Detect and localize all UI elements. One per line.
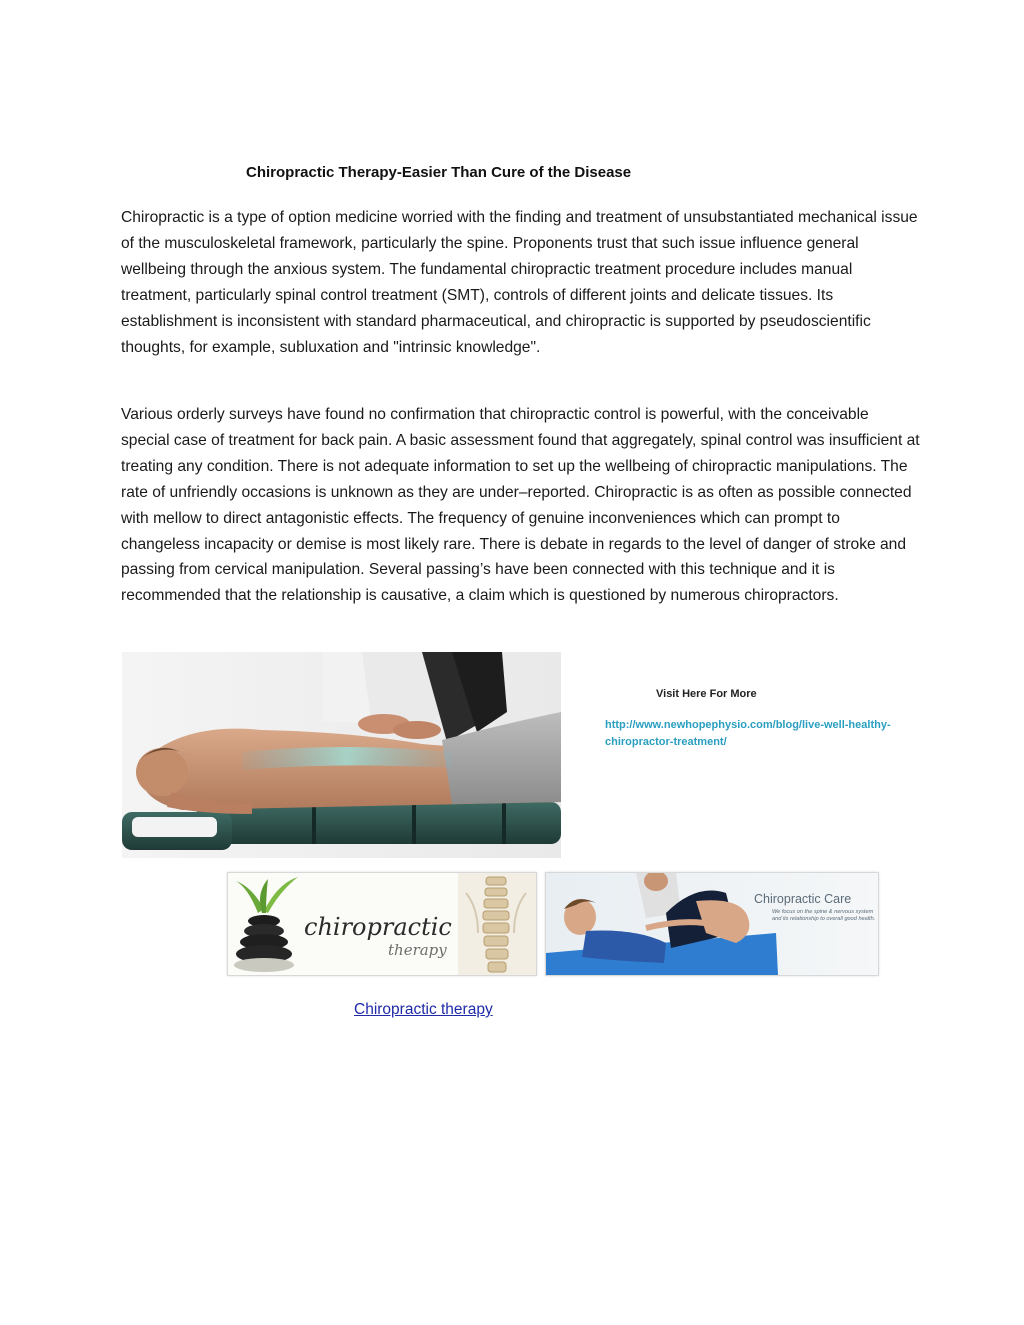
visit-url-link[interactable]: http://www.newhopephysio.com/blog/live-well-healthy-chiropractor-treatment/ [605,719,891,748]
banner-caption: We focus on the spine & nervous system and its relationship to overall good health. [772,909,876,922]
page-title: Chiropractic Therapy-Easier Than Cure of the Disease [246,164,632,181]
banner-text-chiropractic: chiropractic [304,913,452,941]
visit-label: Visit Here For More [656,688,757,700]
chiropractic-therapy-banner [227,872,537,976]
banner-title-chiropractic-care: Chiropractic Care [754,892,852,906]
chiropractic-treatment-photo [122,652,561,858]
paragraph-intro: Chiropractic is a type of option medicine worried with the finding and treatment of unsubstantiated mechanical issue of the musculoskeletal framework, particularly the spine. Proponents trust that such issue influence general wellbeing through the anxious system. The fundamental chiropractic treatment procedure includes manual treatment, particularly spinal control treatment (SMT), controls of different joints and delicate tissues. Its establishment is inconsistent with standard pharmaceutical, and chiropractic is supported by pseudoscientific thoughts, for example, subluxation and "intrinsic knowledge". [121,209,918,356]
banner-text-therapy: therapy [388,941,447,959]
paragraph-evidence: Various orderly surveys have found no confirmation that chiropractic control is powerful, with the conceivable special case of treatment for back pain. A basic assessment found that aggregately, spinal control was insufficient at treating any condition. There is not adequate information to set up the wellbeing of chiropractic manipulations. The rate of unfriendly occasions is unknown as they are under–reported. Chiropractic is as often as possible connected with mellow to direct antagonistic effects. The frequency of genuine inconveniences which can prompt to changeless incapacity or demise is most likely rare. There is debate in regards to the level of danger of stroke and passing from cervical manipulation. Several passing’s have been connected with this technique and it is recommended that the relationship is causative, a claim which is questioned by numerous chiropractors. [121,406,920,605]
chiropractic-therapy-link[interactable]: Chiropractic therapy [354,1001,493,1018]
chiropractic-care-banner [545,872,879,976]
